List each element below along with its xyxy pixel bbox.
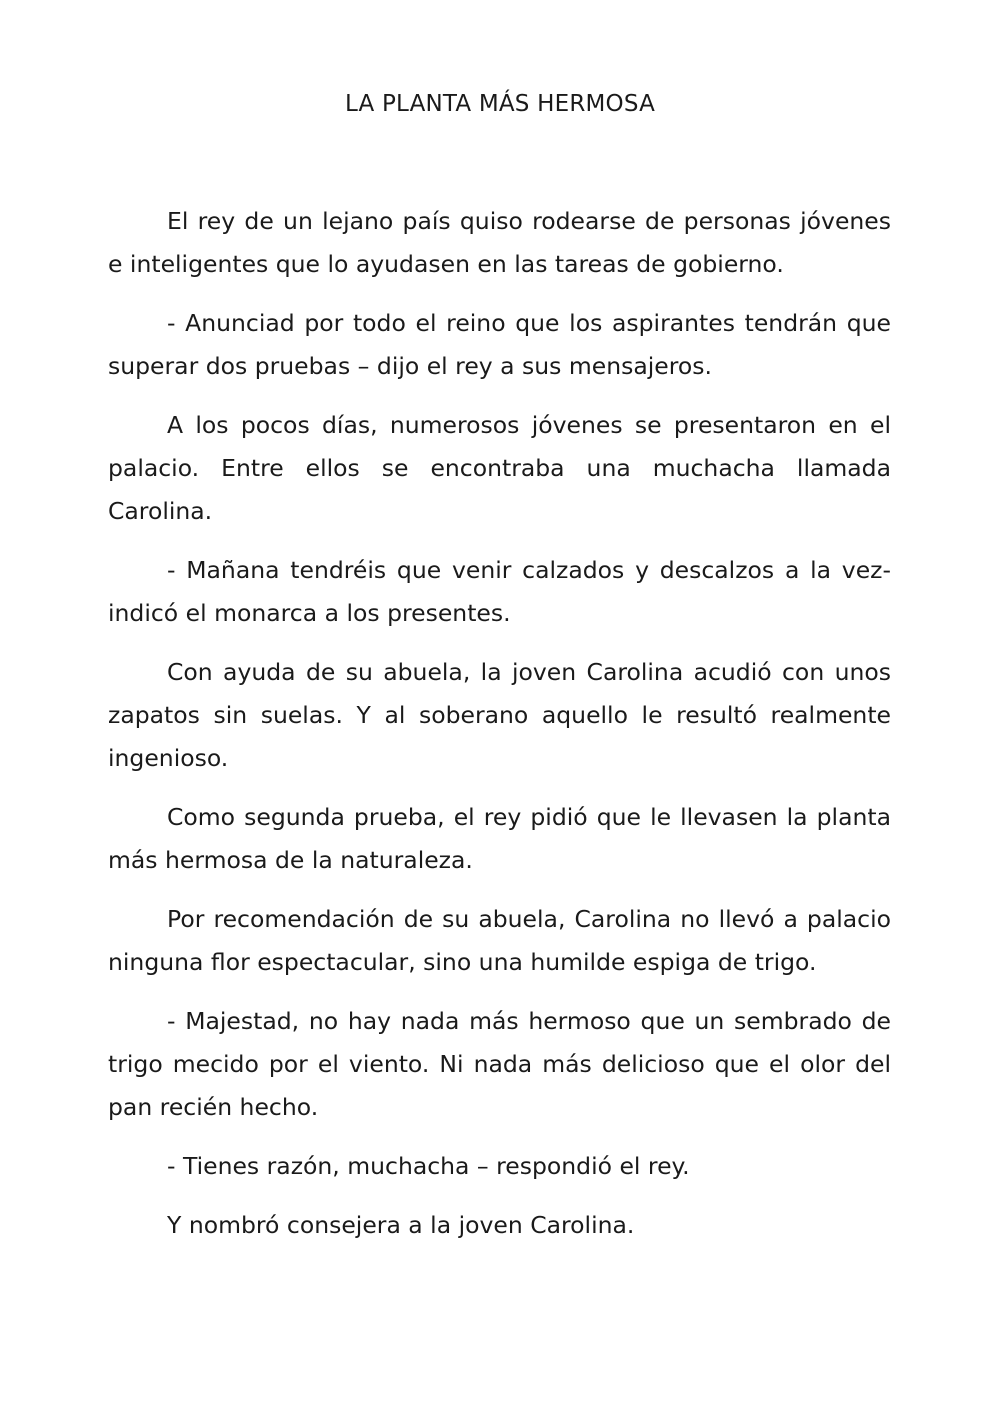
paragraph-4: - Mañana tendréis que venir calzados y descalzos a la vez- indicó el monarca a los presentes. <box>108 556 891 627</box>
paragraph-9: - Tienes razón, muchacha – respondió el rey. <box>167 1152 690 1180</box>
page-title: LA PLANTA MÁS HERMOSA <box>344 91 656 117</box>
paragraph-7: Por recomendación de su abuela, Carolina no llevó a palacio ninguna flor espectacular, sino una humilde espiga de trigo. <box>108 905 891 976</box>
paragraph-8: - Majestad, no hay nada más hermoso que un sembrado de trigo mecido por el viento. Ni nada más delicioso que el olor del pan recién hecho. <box>108 1007 891 1121</box>
paragraph-3: A los pocos días, numerosos jóvenes se presentaron en el palacio. Entre ellos se encontraba una muchacha llamada Carolina. <box>108 411 891 525</box>
paragraph-2: - Anunciad por todo el reino que los aspirantes tendrán que superar dos pruebas – dijo el rey a sus mensajeros. <box>108 309 891 380</box>
paragraph-10: Y nombró consejera a la joven Carolina. <box>167 1211 635 1239</box>
paragraph-1: El rey de un lejano país quiso rodearse de personas jóvenes e inteligentes que lo ayudasen en las tareas de gobierno. <box>108 207 891 278</box>
story-body <box>108 200 891 1247</box>
paragraph-5: Con ayuda de su abuela, la joven Carolina acudió con unos zapatos sin suelas. Y al soberano aquello le resultó realmente ingenioso. <box>108 658 891 772</box>
paragraph-6: Como segunda prueba, el rey pidió que le llevasen la planta más hermosa de la naturaleza. <box>108 803 891 874</box>
